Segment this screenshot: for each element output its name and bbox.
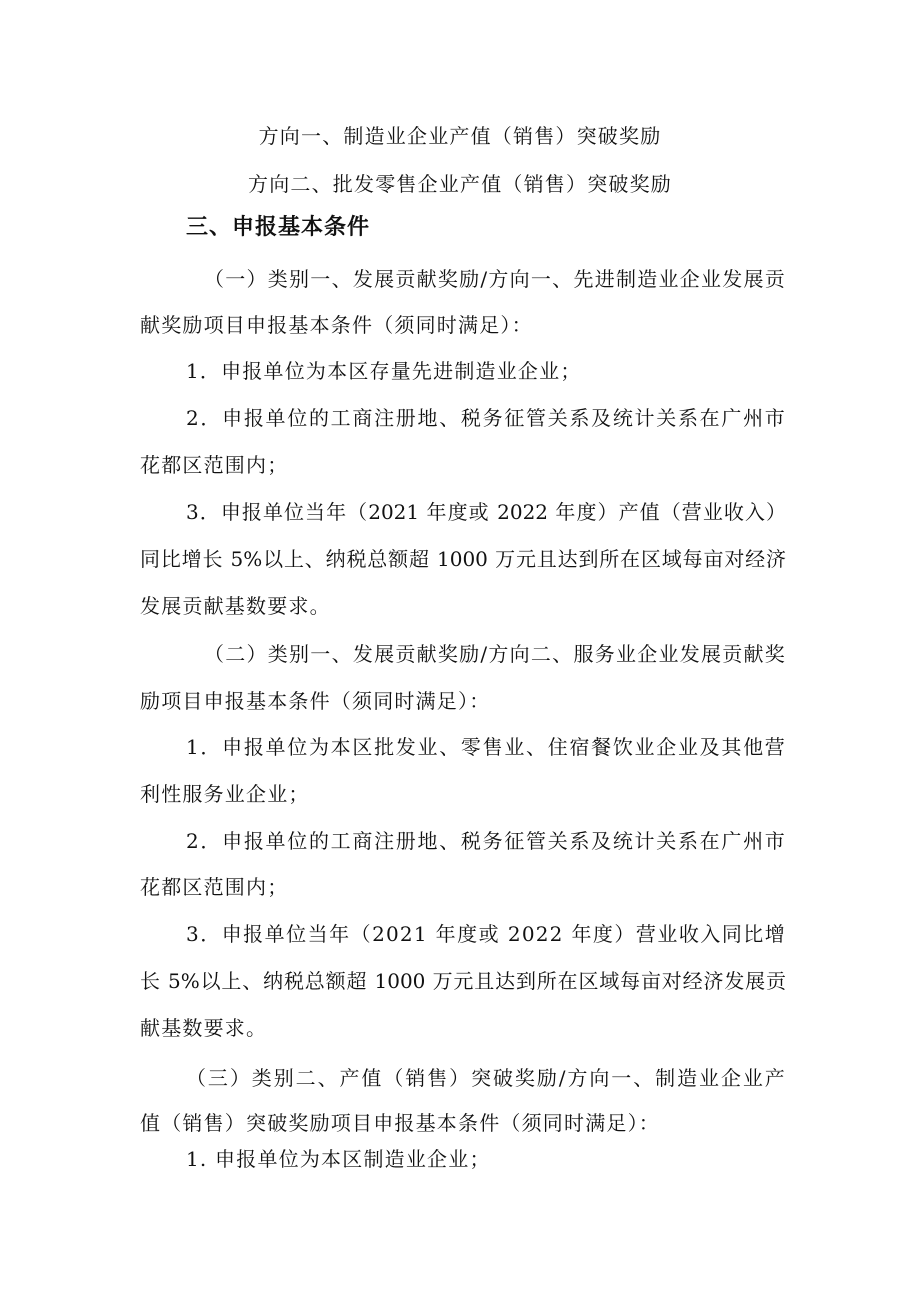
paragraph-5-line-2: 励项目申报基本条件（须同时满足）： [140,689,491,713]
paragraph-4-line-3: 发展贡献基数要求。 [140,594,331,618]
paragraph-1-line-2: 献奖励项目申报基本条件（须同时满足）： [140,313,533,337]
paragraph-8-line-1: 3．申报单位当年（2021 年度或 2022 年度）营业收入同比增 [186,922,786,946]
paragraph-3-line-2: 花都区范围内； [140,453,289,477]
paragraph-5-line-1: （二）类别一、发展贡献奖励/方向二、服务业企业发展贡献奖 [204,642,786,666]
direction-line-1: 方向一、制造业企业产值（销售）突破奖励 [258,124,662,148]
paragraph-8-line-2: 长 5%以上、纳税总额超 1000 万元且达到所在区域每亩对经济发展贡 [140,969,786,993]
paragraph-6-line-2: 利性服务业企业； [140,782,310,806]
paragraph-4-line-1: 3．申报单位当年（2021 年度或 2022 年度）产值（营业收入） [186,500,786,524]
paragraph-3-line-1: 2．申报单位的工商注册地、税务征管关系及统计关系在广州市 [186,406,786,430]
paragraph-9-line-2: 值（销售）突破奖励项目申报基本条件（须同时满足）： [140,1111,660,1135]
paragraph-6-line-1: 1．申报单位为本区批发业、零售业、住宿餐饮业企业及其他营 [186,735,786,759]
paragraph-8-line-3: 献基数要求。 [140,1016,268,1040]
paragraph-7-line-1: 2．申报单位的工商注册地、税务征管关系及统计关系在广州市 [186,829,786,853]
paragraph-1-line-1: （一）类别一、发展贡献奖励/方向一、先进制造业企业发展贡 [204,267,786,291]
paragraph-10-line-1: 1. 申报单位为本区制造业企业； [186,1147,491,1171]
paragraph-2-line-1: 1．申报单位为本区存量先进制造业企业； [186,359,582,383]
section-heading: 三、申报基本条件 [186,215,371,240]
paragraph-9-line-1: （三）类别二、产值（销售）突破奖励/方向一、制造业企业产 [186,1066,786,1090]
paragraph-4-line-2: 同比增长 5%以上、纳税总额超 1000 万元且达到所在区域每亩对经济 [140,547,786,571]
direction-line-2: 方向二、批发零售企业产值（销售）突破奖励 [248,172,672,196]
paragraph-7-line-2: 花都区范围内； [140,875,289,899]
